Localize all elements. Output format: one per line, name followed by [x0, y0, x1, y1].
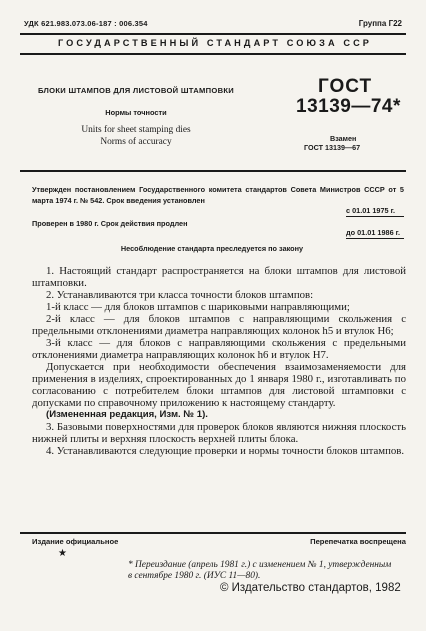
gost-label: ГОСТ: [318, 76, 373, 97]
paragraph-9: 4. Устанавливаются следующие проверки и нормы точности блоков штампов.: [46, 445, 405, 457]
paragraph-2: 2. Устанавливаются три класса точности блоков штампов:: [46, 289, 314, 301]
paragraph-5: 3-й класс — для блоков с направляющими скольжения с предельными отклонениями диаметра направляющих колонок h6 и втулок H7.: [32, 337, 406, 361]
copyright: © Издательство стандартов, 1982: [220, 582, 401, 594]
extended-date: до 01.01 1986 г.: [346, 228, 400, 237]
title-rule: [20, 170, 406, 172]
reprint-note: * Переиздание (апрель 1981 г.) с изменением № 1, утвержденным в сентябре 1980 г. (ИУС 11—80).: [128, 560, 392, 581]
subtitle-russian: Нормы точности: [105, 108, 167, 117]
reprint-prohibited-label: Перепечатка воспрещена: [310, 537, 406, 546]
paragraph-4: 2-й класс — для блоков штампов с направляющими скольжения с предельными отклонениями диаметра направляющих колонок h5 и втулок H6;: [32, 313, 406, 337]
violation-notice: Несоблюдение стандарта преследуется по закону: [120, 244, 304, 253]
extended-date-underline: [346, 238, 404, 239]
effective-date-underline: [346, 216, 404, 217]
paragraph-6: Допускается при необходимости обеспечения взаимозаменяемости для применения в изделиях, спроектированных до 1 января 1980 г., изготавливать по согласованию с потребителем блоки штампов для листовой штамповки с допусками по справочному приложению к настоящему стандарту.: [32, 361, 406, 409]
paragraph-8: 3. Базовыми поверхностями для проверок блоков являются нижняя плоскость нижней плиты и верхняя плоскость верхней плиты блока.: [32, 421, 406, 445]
replaced-standard: ГОСТ 13139—67: [304, 143, 361, 152]
group-code: Группа Г22: [358, 19, 402, 28]
udk-code: УДК 621.983.073.06-187 : 006.354: [24, 19, 148, 28]
gost-number: 13139—74*: [296, 96, 401, 117]
official-edition-label: Издание официальное: [32, 537, 119, 546]
footer-rule: [20, 532, 406, 534]
standard-header: ГОСУДАРСТВЕННЫЙ СТАНДАРТ СОЮЗА ССР: [57, 38, 373, 48]
paragraph-7-amendment: (Измененная редакция, Изм. № 1).: [46, 409, 208, 420]
paragraph-3: 1-й класс — для блоков штампов с шариковыми направляющими;: [46, 301, 350, 313]
effective-date: с 01.01 1975 г.: [346, 206, 395, 215]
title-russian: БЛОКИ ШТАМПОВ ДЛЯ ЛИСТОВОЙ ШТАМПОВКИ: [37, 86, 235, 95]
title-english-line2: Norms of accuracy: [100, 137, 172, 147]
title-english-line1: Units for sheet stamping dies: [81, 125, 191, 135]
star-icon: ★: [58, 548, 67, 559]
replaced-label: Взамен: [330, 134, 357, 143]
approval-text: Утвержден постановлением Государственного комитета стандартов Совета Министров СССР от 5 марта 1974 г. № 542. Срок введения установлен: [32, 185, 404, 205]
extension-text: Проверен в 1980 г. Срок действия продлен: [32, 219, 188, 228]
header-rule-top: [20, 33, 406, 35]
header-rule-bottom: [20, 53, 406, 55]
paragraph-1: 1. Настоящий стандарт распространяется на блоки штампов для листовой штамповки.: [32, 265, 406, 289]
main-text: [32, 265, 406, 457]
